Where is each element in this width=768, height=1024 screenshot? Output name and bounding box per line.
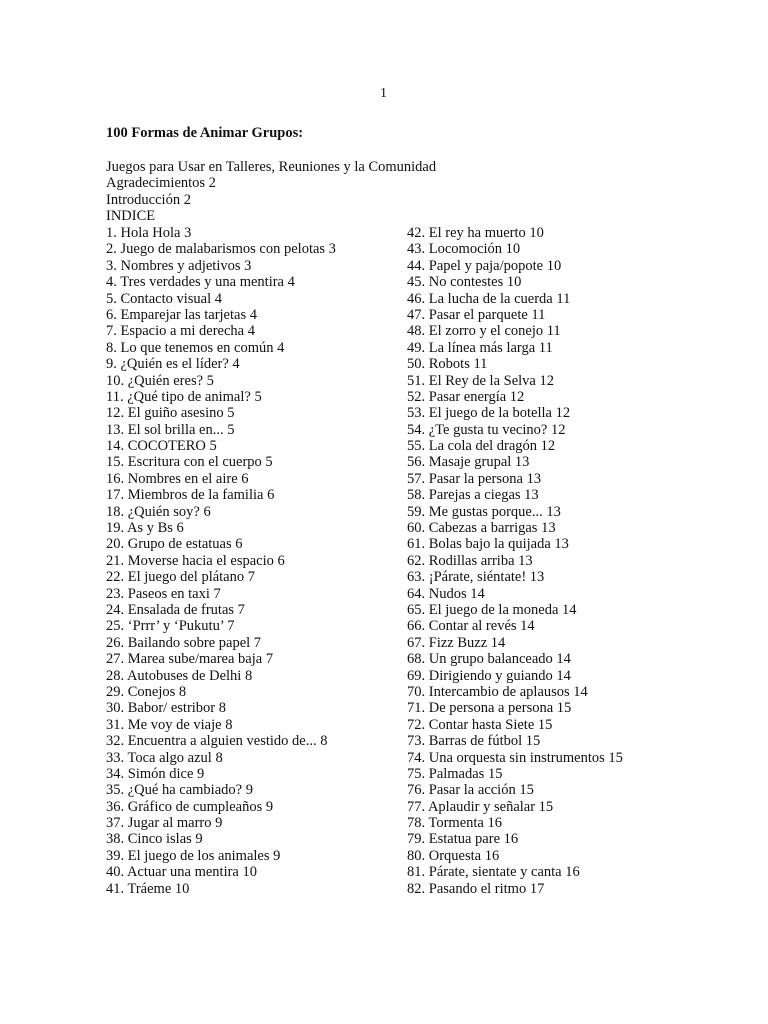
- index-entry: 73. Barras de fútbol 15: [407, 733, 541, 750]
- index-entry: 67. Fizz Buzz 14: [407, 634, 506, 651]
- index-entry: 82. Pasando el ritmo 17: [407, 880, 545, 897]
- index-entry: 49. La línea más larga 11: [407, 339, 553, 356]
- index-entry: 16. Nombres en el aire 6: [106, 470, 249, 487]
- acknowledgements-entry: Agradecimientos 2: [106, 175, 216, 192]
- index-entry: 21. Moverse hacia el espacio 6: [106, 552, 285, 569]
- index-entry: 48. El zorro y el conejo 11: [407, 323, 561, 340]
- index-entry: 40. Actuar una mentira 10: [106, 864, 257, 881]
- index-entry: 30. Babor/ estribor 8: [106, 700, 227, 717]
- index-entry: 1. Hola Hola 3: [106, 225, 192, 241]
- index-entry: 37. Jugar al marro 9: [106, 815, 223, 832]
- index-entry: 35. ¿Qué ha cambiado? 9: [106, 782, 253, 799]
- index-entry: 80. Orquesta 16: [407, 847, 500, 864]
- index-entry: 23. Paseos en taxi 7: [106, 585, 221, 602]
- index-heading: INDICE: [106, 208, 156, 225]
- index-entry: 10. ¿Quién eres? 5: [106, 372, 214, 389]
- index-entry: 75. Palmadas 15: [407, 765, 503, 782]
- index-entry: 71. De persona a persona 15: [407, 700, 572, 717]
- index-entry: 77. Aplaudir y señalar 15: [407, 798, 554, 815]
- index-entry: 22. El juego del plátano 7: [106, 569, 255, 586]
- index-entry: 47. Pasar el parquete 11: [407, 306, 546, 323]
- index-entry: 70. Intercambio de aplausos 14: [407, 683, 588, 700]
- index-entry: 33. Toca algo azul 8: [106, 749, 223, 766]
- index-entry: 42. El rey ha muerto 10: [407, 225, 544, 241]
- index-column-left: [106, 225, 336, 897]
- index-entry: 45. No contestes 10: [407, 274, 522, 291]
- index-entry: 36. Gráfico de cumpleaños 9: [106, 798, 274, 815]
- index-entry: 20. Grupo de estatuas 6: [106, 536, 243, 553]
- index-entry: 18. ¿Quién soy? 6: [106, 503, 211, 520]
- index-entry: 51. El Rey de la Selva 12: [407, 372, 554, 389]
- index-entry: 12. El guiño asesino 5: [106, 405, 235, 422]
- index-entry: 4. Tres verdades y una mentira 4: [106, 274, 295, 291]
- index-entry: 52. Pasar energía 12: [407, 388, 525, 405]
- index-entry: 81. Párate, sientate y canta 16: [407, 864, 580, 881]
- index-entry: 60. Cabezas a barrigas 13: [407, 520, 556, 537]
- index-entry: 74. Una orquesta sin instrumentos 15: [407, 749, 623, 766]
- index-entry: 14. COCOTERO 5: [106, 438, 217, 455]
- index-entry: 34. Simón dice 9: [106, 765, 205, 782]
- index-entry: 32. Encuentra a alguien vestido de... 8: [106, 733, 328, 750]
- index-entry: 28. Autobuses de Delhi 8: [106, 667, 253, 684]
- index-entry: 44. Papel y paja/popote 10: [407, 257, 562, 274]
- index-entry: 39. El juego de los animales 9: [106, 847, 281, 864]
- index-entry: 65. El juego de la moneda 14: [407, 601, 577, 618]
- index-entry: 43. Locomoción 10: [407, 241, 521, 258]
- index-entry: 25. ‘Prrr’ y ‘Pukutu’ 7: [106, 618, 235, 635]
- index-entry: 29. Conejos 8: [106, 683, 187, 700]
- index-entry: 27. Marea sube/marea baja 7: [106, 651, 274, 668]
- index-entry: 63. ¡Párate, siéntate! 13: [407, 569, 545, 586]
- index-entry: 38. Cinco islas 9: [106, 831, 203, 848]
- index-entry: 50. Robots 11: [407, 356, 488, 373]
- index-entry: 56. Masaje grupal 13: [407, 454, 530, 471]
- index-entry: 31. Me voy de viaje 8: [106, 716, 233, 733]
- page-number: 1: [380, 86, 387, 101]
- index-entry: 61. Bolas bajo la quijada 13: [407, 536, 569, 553]
- introduction-entry: Introducción 2: [106, 191, 191, 208]
- index-entry: 55. La cola del dragón 12: [407, 438, 556, 455]
- index-entry: 11. ¿Qué tipo de animal? 5: [106, 388, 262, 405]
- index-entry: 8. Lo que tenemos en común 4: [106, 339, 285, 356]
- index-entry: 2. Juego de malabarismos con pelotas 3: [106, 241, 336, 258]
- index-entry: 57. Pasar la persona 13: [407, 470, 542, 487]
- index-entry: 79. Estatua pare 16: [407, 831, 519, 848]
- index-entry: 54. ¿Te gusta tu vecino? 12: [407, 421, 566, 438]
- index-entry: 76. Pasar la acción 15: [407, 782, 534, 799]
- index-entry: 66. Contar al revés 14: [407, 618, 535, 635]
- index-entry: 41. Tráeme 10: [106, 880, 190, 897]
- index-entry: 24. Ensalada de frutas 7: [106, 601, 245, 618]
- index-entry: 72. Contar hasta Siete 15: [407, 716, 553, 733]
- index-entry: 69. Dirigiendo y guiando 14: [407, 667, 571, 684]
- index-entry: 6. Emparejar las tarjetas 4: [106, 306, 257, 323]
- index-entry: 58. Parejas a ciegas 13: [407, 487, 539, 504]
- index-entry: 46. La lucha de la cuerda 11: [407, 290, 571, 307]
- index-entry: 9. ¿Quién es el líder? 4: [106, 356, 240, 373]
- index-entry: 19. As y Bs 6: [106, 520, 184, 537]
- document-title: 100 Formas de Animar Grupos:: [106, 125, 304, 141]
- index-entry: 3. Nombres y adjetivos 3: [106, 257, 252, 274]
- index-entry: 64. Nudos 14: [407, 585, 485, 602]
- index-entry: 7. Espacio a mi derecha 4: [106, 323, 255, 340]
- index-entry: 62. Rodillas arriba 13: [407, 552, 533, 569]
- index-column-right: [407, 225, 623, 897]
- index-entry: 15. Escritura con el cuerpo 5: [106, 454, 273, 471]
- index-entry: 68. Un grupo balanceado 14: [407, 651, 571, 668]
- index-entry: 26. Bailando sobre papel 7: [106, 634, 262, 651]
- index-entry: 78. Tormenta 16: [407, 815, 502, 832]
- intro-block: [106, 159, 436, 225]
- index-entry: 5. Contacto visual 4: [106, 290, 222, 307]
- index-entry: 13. El sol brilla en... 5: [106, 421, 235, 438]
- index-entry: 59. Me gustas porque... 13: [407, 503, 561, 520]
- index-entry: 17. Miembros de la familia 6: [106, 487, 275, 504]
- index-entry: 53. El juego de la botella 12: [407, 405, 571, 422]
- subtitle: Juegos para Usar en Talleres, Reuniones y la Comunidad: [106, 159, 437, 175]
